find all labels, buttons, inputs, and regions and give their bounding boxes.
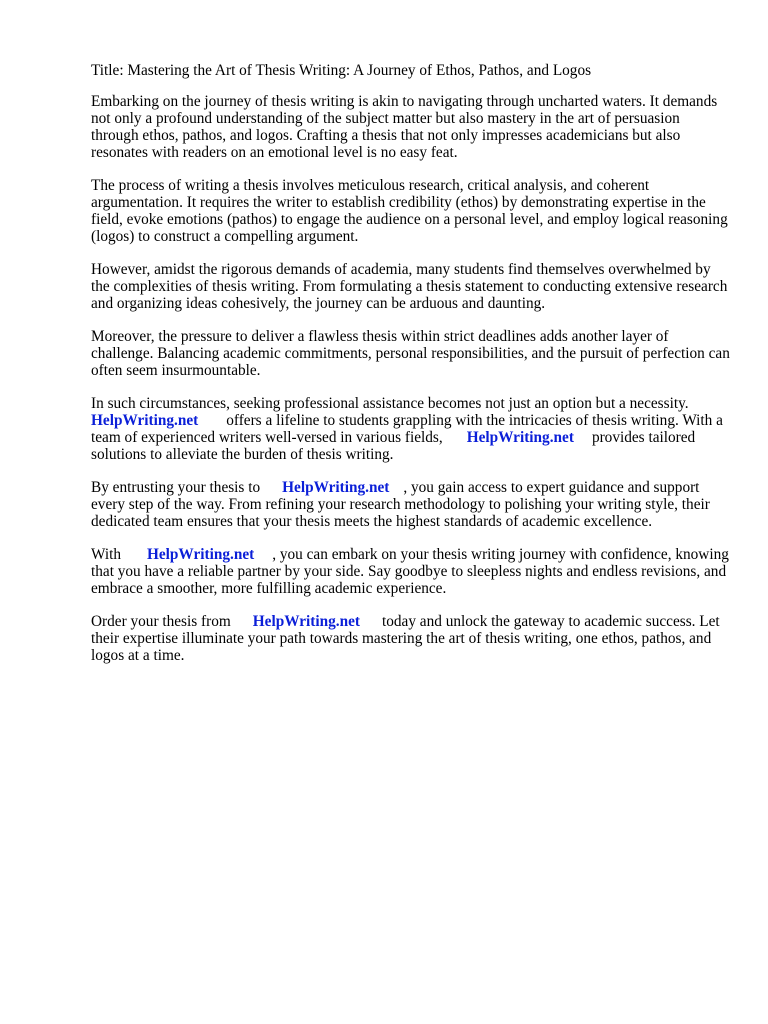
- paragraph-challenges: However, amidst the rigorous demands of academia, many students find themselves overwhelmed by the complexities of thesis writing. From formulating a thesis statement to conducting extensive research and organizing ideas cohesively, the journey can be arduous and daunting.: [91, 261, 728, 312]
- paragraph-assistance-text-a: In such circumstances, seeking professional assistance becomes not just an option but a necessity.: [91, 395, 689, 412]
- helpwriting-link[interactable]: HelpWriting.net: [466, 429, 574, 446]
- paragraph-order: [91, 613, 731, 664]
- document-title: Title: Mastering the Art of Thesis Writing: A Journey of Ethos, Pathos, and Logos: [91, 62, 592, 79]
- paragraph-confidence: [91, 546, 731, 597]
- paragraph-pressure: Moreover, the pressure to deliver a flawless thesis within strict deadlines adds another layer of challenge. Balancing academic commitments, personal responsibilities, and the pursuit of perfection can often seem insurmountable.: [91, 328, 730, 379]
- document-page: [91, 62, 731, 680]
- paragraph-process: The process of writing a thesis involves meticulous research, critical analysis, and coherent argumentation. It requires the writer to establish credibility (ethos) by demonstrating expertise in the field, evoke emotions (pathos) to engage the audience on a personal level, and employ logical reasoning (logos) to construct a compelling argument.: [91, 177, 728, 245]
- paragraph-entrusting: [91, 479, 731, 530]
- helpwriting-link[interactable]: HelpWriting.net: [282, 479, 390, 496]
- paragraph-confidence-text-a: With: [91, 546, 121, 563]
- helpwriting-link[interactable]: HelpWriting.net: [252, 613, 360, 630]
- paragraph-confidence-text-b: , you can embark on your thesis writing journey with confidence, knowing that you have a reliable partner by your side. Say goodbye to sleepless nights and endless revisions, and embrace a smoother, more fulfilling academic experience.: [91, 546, 729, 597]
- paragraph-entrusting-text-b: , you gain access to expert guidance and support every step of the way. From refining your research methodology to polishing your writing style, their dedicated team ensures that your thesis meets the highest standards of academic excellence.: [91, 479, 710, 530]
- paragraph-intro: Embarking on the journey of thesis writing is akin to navigating through uncharted waters. It demands not only a profound understanding of the subject matter but also mastery in the art of persuasion through ethos, pathos, and logos. Crafting a thesis that not only impresses academicians but also resonates with readers on an emotional level is no easy feat.: [91, 93, 718, 161]
- paragraph-entrusting-text-a: By entrusting your thesis to: [91, 479, 261, 496]
- helpwriting-link[interactable]: HelpWriting.net: [146, 546, 255, 563]
- paragraph-assistance: [91, 395, 731, 463]
- helpwriting-link[interactable]: HelpWriting.net: [91, 412, 199, 429]
- paragraph-order-text-a: Order your thesis from: [91, 613, 231, 630]
- paragraph-assistance-text-b: offers a lifeline to students grappling with the intricacies of thesis writing. With a team of experienced writers well-versed in various fields,: [91, 412, 723, 446]
- paragraph-order-text-b: today and unlock the gateway to academic success. Let their expertise illuminate your path towards mastering the art of thesis writing, one ethos, pathos, and logos at a time.: [91, 613, 720, 664]
- paragraph-assistance-text-c: provides tailored solutions to alleviate the burden of thesis writing.: [91, 429, 696, 463]
